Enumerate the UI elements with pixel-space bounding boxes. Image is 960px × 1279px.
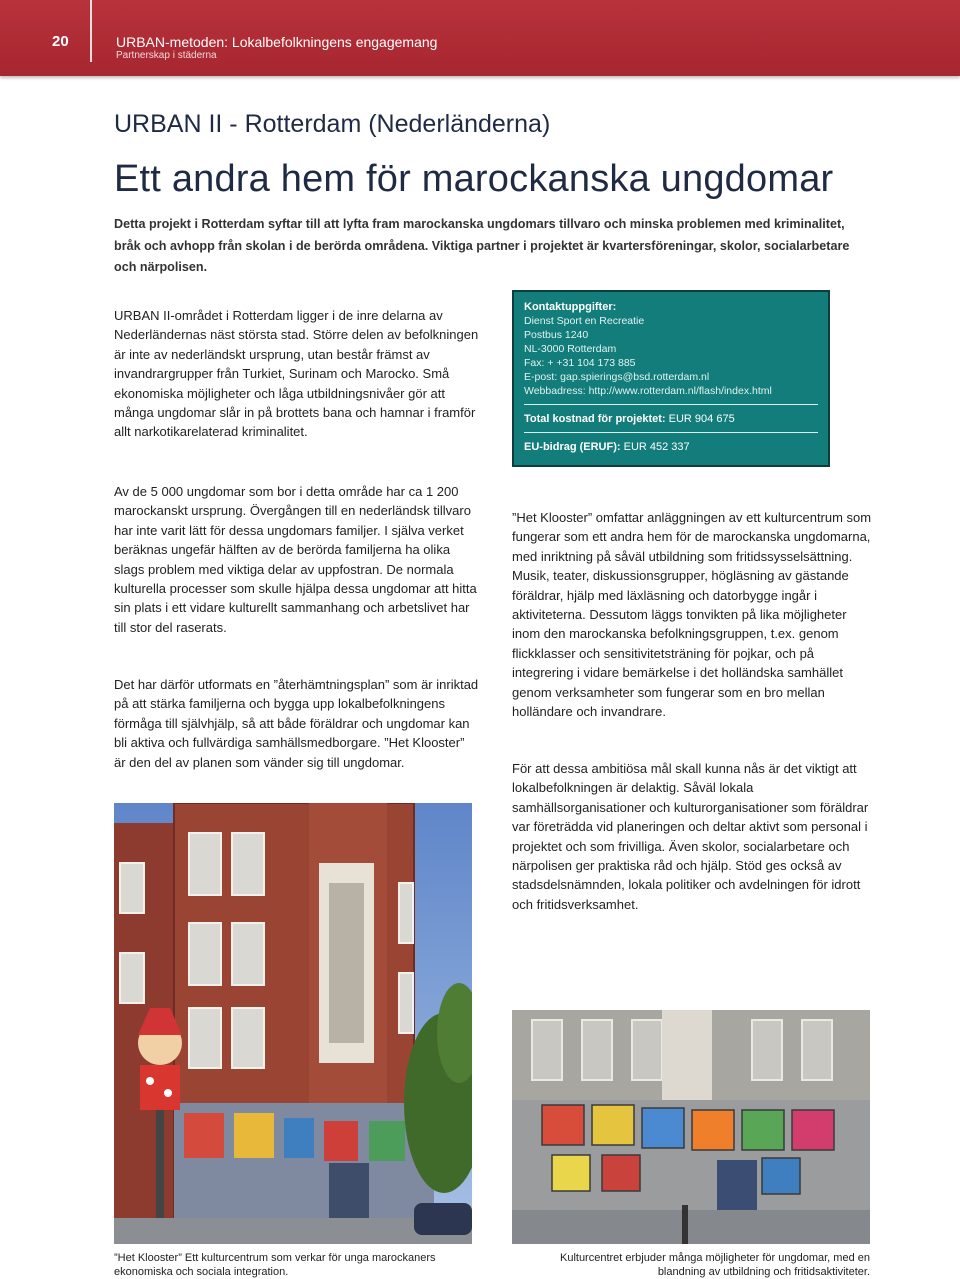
box-divider: [524, 404, 818, 405]
body-paragraph: ”Het Klooster” omfattar anläggningen av ett kulturcentrum som fungerar som ett andra hem för de marockanska ungdomarna, med inriktning på såväl utbildning som fritidssysselsättning. Musik, teater, diskussionsgrupper, högläsning av gästande föräldrar, hjälp med läxläsning och datorbygge ingår i aktiviteterna. Dessutom läggs tonvikten på lika möjligheter inom den marockanska befolkningsgruppen, t.ex. genom flickklasser och sensitivitetsträning för pojkar, och på integrering i vidare bemärkelse i det holländska samhället genom verksamheter som fungerar som en bro mellan holländare och invandrare.: [512, 510, 872, 720]
eu-contribution-row: [524, 440, 818, 454]
total-cost-row: [524, 412, 818, 426]
total-cost-label: Total kostnad för projektet:: [524, 413, 666, 425]
eu-contribution-label: EU-bidrag (ERUF):: [524, 441, 621, 453]
contact-line: Fax: + +31 104 173 885: [524, 357, 636, 369]
building-photo: [114, 803, 472, 1244]
contact-line: Dienst Sport en Recreatie: [524, 315, 645, 327]
contact-line: NL-3000 Rotterdam: [524, 343, 617, 355]
contact-line: Postbus 1240: [524, 329, 589, 341]
contact-email[interactable]: E-post: gap.spierings@bsd.rotterdam.nl: [524, 371, 710, 383]
murals-photo: [512, 1010, 870, 1244]
contact-info-box: [512, 290, 830, 467]
lead-paragraph: Detta projekt i Rotterdam syftar till att lyfta fram marockanska ungdomars tillvaro och minska problemen med kriminalitet, bråk och avhopp från skolan i de berörda områdena. Viktiga partner i projektet är kvartersföreningar, skolor, socialarbetare och närpolisen.: [114, 217, 850, 274]
header-divider: [90, 0, 92, 62]
body-paragraph: Av de 5 000 ungdomar som bor i detta område har ca 1 200 marockanskt ursprung. Övergången till en nederländsk tillvaro har inte varit lätt för dessa ungdomars familjer. I själva verket beräknas ungefär hälften av de berörda familjerna ha olika slags problem med viktiga delar av uppfostran. De normala kulturella processer som skulle hjälpa dessa ungdomar att hitta sin plats i ett vidare kulturellt sammanhang och arbetslivet har till stor del raserats.: [114, 484, 477, 635]
body-paragraph: Det har därför utformats en ”återhämtningsplan” som är inriktad på att stärka familjerna och bygga upp lokalbefolkningens förmåga till självhjälp, så att både föräldrar och ungdomar kan bli aktiva och fullvärdiga samhällsmedborgare. ”Het Klooster” är den del av planen som vänder sig till ungdomar.: [114, 677, 479, 770]
total-cost-value: EUR 904 675: [668, 413, 735, 425]
contact-website[interactable]: Webbadress: http://www.rotterdam.nl/flash/index.html: [524, 385, 772, 397]
running-subtitle: Partnerskap i städerna: [116, 50, 217, 61]
photo-caption-left: ”Het Klooster” Ett kulturcentrum som verkar för unga marockaners ekonomiska och sociala integration.: [114, 1252, 436, 1278]
article-kicker: URBAN II - Rotterdam (Nederländerna): [114, 110, 551, 138]
running-title: URBAN-metoden: Lokalbefolkningens engagemang: [116, 34, 438, 50]
page-header: [0, 0, 960, 76]
body-paragraph: För att dessa ambitiösa mål skall kunna nås är det viktigt att lokalbefolkningen är delaktig. Såväl lokala samhällsorganisationer och kulturorganisationer som föräldrar var företrädda vid planeringen och deltar aktivt som personal i projektet och som frivilliga. Även skolor, socialarbetare och närpolisen ger praktiska råd och hjälp. Stöd ges också av stadsdelsnämnden, lokala politiker och avdelningen för idrott och fritidsverksamhet.: [512, 761, 869, 912]
page-number: 20: [52, 33, 69, 50]
photo-caption-right: Kulturcentret erbjuder många möjligheter för ungdomar, med en blandning av utbildning och fritidsaktiviteter.: [559, 1252, 870, 1278]
contact-heading: Kontaktuppgifter:: [524, 301, 617, 313]
eu-contribution-value: EUR 452 337: [623, 441, 690, 453]
article-headline: Ett andra hem för marockanska ungdomar: [114, 158, 834, 200]
body-paragraph: URBAN II-området i Rotterdam ligger i de inre delarna av Nederländernas näst största stad. Större delen av befolkningen är inte av nederländskt ursprung, utan består främst av invandrargrupper från Turkiet, Surinam och Marocko. Små ekonomiska möjligheter och låga utbildningsnivåer gör att många ungdomar slår in på brottets bana och hamnar i framför allt narkotikarelaterad kriminalitet.: [114, 308, 479, 440]
box-divider: [524, 432, 818, 433]
